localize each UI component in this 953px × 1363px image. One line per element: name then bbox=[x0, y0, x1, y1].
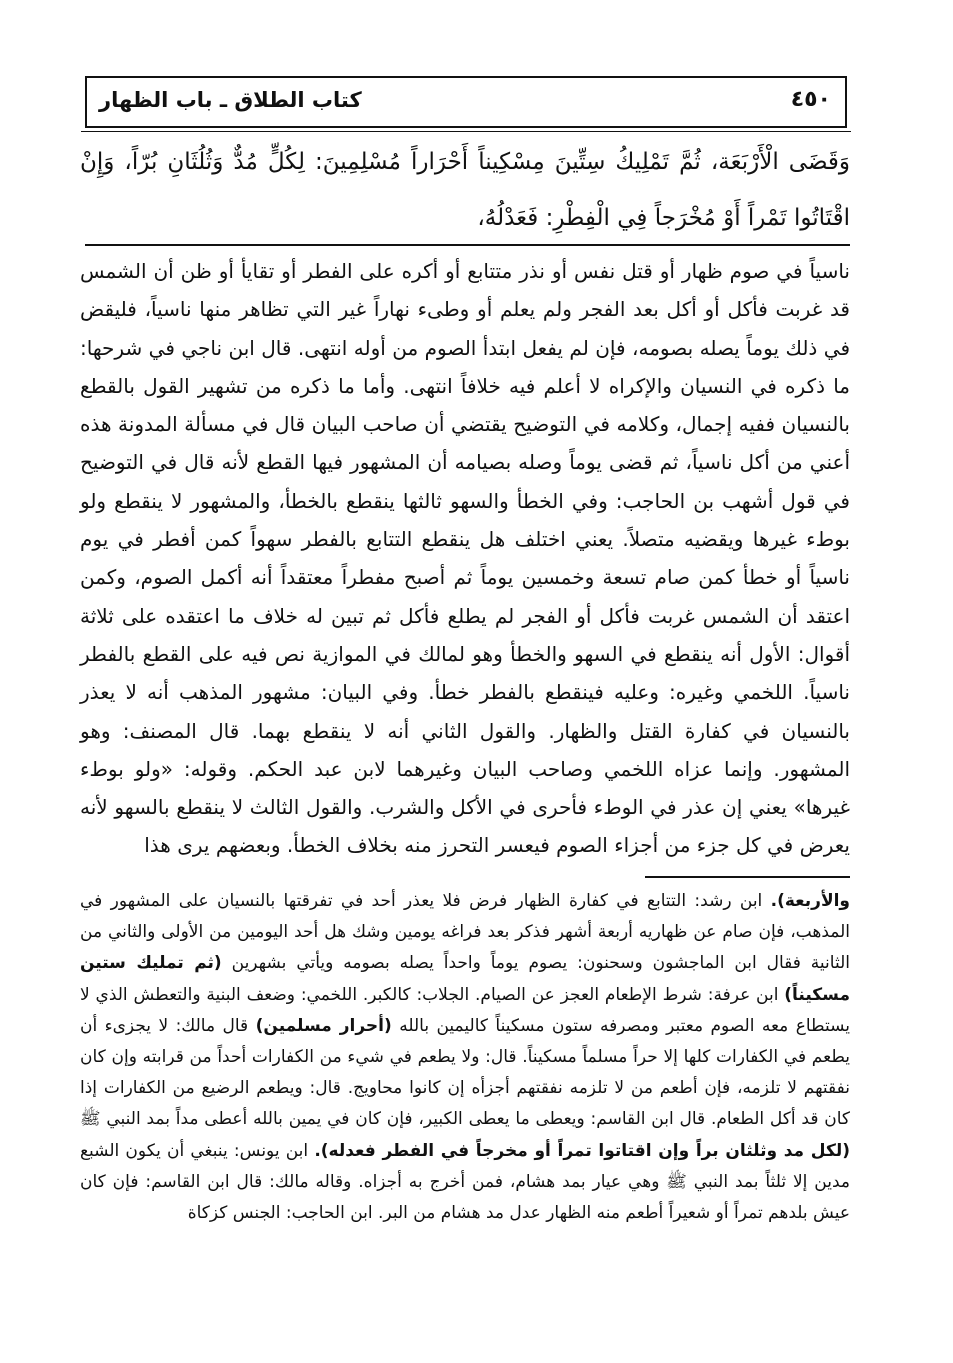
footnote-label-3: (أحرار مسلمين) bbox=[255, 1015, 392, 1036]
section-divider bbox=[85, 244, 850, 246]
commentary-paragraph: ناسياً في صوم ظهار أو قتل نفس أو نذر متتابع أو أكره على الفطر أو تقايأ أو ظن أن الشمس قد غربت فأكل أو أكل بعد الفجر ولم يعلم أو وطىء نهاراً غير التي تظاهر منها ناسياً، فليقض في ذلك يوماً يصله بصومه، فإن لم يفعل ابتدأ الصوم من أوله انتهى. قال ابن ناجي في شرحها: ما ذكره في النسيان والإكراه لا أعلم فيه خلافاً انتهى. وأما ما ذكره من تشهير القول بالقطع بالنسيان ففيه إجمال، وكلامه في التوضيح يقتضي أن صاحب البيان قال في مسألة المدونة هذه أعني من أكل ناسياً، ثم قضى يوماً وصله بصيامه أن المشهور فيها القطع لأنه قال في التوضيح في قول أشهب بن الحاجب: وفي الخطأ والسهو ثالثها ينقطع بالخطأ، والمشهور لا ينقطع ولو بوطء غيرها ويقضيه متصلاً. يعني اختلف هل ينقطع التتابع بالفطر سهواً كمن أفطر في يوم ناسياً أو خطأ كمن صام تسعة وخمسين يوماً ثم أصبح مفطراً معتقداً أنه أكمل الصوم، وكمن اعتقد أن الشمس غربت فأكل أو الفجر لم يطلع فأكل ثم تبين له خلاف ما اعتقده على ثلاثة أقوال: الأول أنه ينقطع في السهو والخطأ وهو لمالك في الموازية نص فيه على القطع بالفطر ناسياً. اللخمي وغيره: وعليه فينقطع بالفطر خطأ. وفي البيان: مشهور المذهب أنه لا يعذر بالنسيان في كفارة القتل والظهار. والقول الثاني أنه لا ينقطع بهما. قال المصنف: وهو المشهور. وإنما عزاه اللخمي وصاحب البيان وغيرهما لابن عبد الحكم. وقوله: «ولو بوطء غيرها» يعني إن عذر في الوطء فأحرى في الأكل والشرب. والقول الثالث لا ينقطع بالسهو لأنه يعرض في كل جزء من أجزاء الصوم فيعسر التحرز منه بخلاف الخطأ. وبعضهم يرى هذا bbox=[80, 259, 850, 858]
footnote-text-1: ابن رشد: التتابع في كفارة الظهار فرض فلا يعذر أحد في تفرقتها بالنسيان على المشهور في المذهب، فإن صام عن ظهاريه أربعة أشهر فذكر بعد فراغه يومين وشك هل أحد اليومين من الأولى والثاني من الثانية فقال ابن الماجشون وسحنون: يصوم يوماً واحداً يصله بصومه ويأتي بشهرين bbox=[80, 891, 850, 974]
matn-paragraph: وَقَضَى الْأَرْبَعَة، ثُمَّ تَمْلِيكُ سِتِّينَ مِسْكِيناً أَحْرَاراً مُسْلِمِينَ: لِكُلٍّ مُدٌّ وَثُلُثَانِ بُرّاً، وَإِنْ اقْتَاتُوا تَمْراً أَوْ مُخْرَجاً فِي الْفِطْرِ: فَعَدْلُهُ، bbox=[80, 149, 850, 231]
page-header bbox=[85, 76, 847, 128]
footnote-label-1: والأربعة). bbox=[770, 891, 850, 911]
chapter-title: كتاب الطلاق ـ باب الظهار bbox=[99, 88, 362, 112]
footnote-label-2: (ثم تمليك ستين مسكيناً) bbox=[80, 953, 850, 1005]
footnote-text-4: ابن يونس: ينبغي أن يكون الشبع مدين إلا ثلثاً بمد النبي ﷺ وهي عيار بمد هشام، فمن أخرج به أجزاه. وقاله مالك: قال ابن القاسم: فإن كان عيش بلدهم تمراً أو شعيراً أطعم منه الظهار عدل مد هشام من البر. ابن الحاجب: الجنس كزكاة bbox=[80, 1140, 850, 1224]
footnote-label-4: (لكل مد وثلثان براً وإن اقتاتوا تمراً أو مخرجاً في الفطر فعدله). bbox=[314, 1140, 850, 1161]
main-matn-text bbox=[80, 134, 850, 246]
commentary-text bbox=[80, 252, 850, 865]
footnote-divider bbox=[645, 876, 850, 878]
footnote-text-2: ابن عرفة: شرط الإطعام العجز عن الصيام. الجلاب: كالكبر. اللخمي: وضعف البنية والتعطش الذي لا يستطاع معه الصوم معتبر ومصرفه ستون مسكيناً كاليمين بالله bbox=[80, 984, 851, 1036]
footnote-block bbox=[80, 886, 850, 1229]
footnote-paragraph bbox=[80, 886, 850, 1229]
page-number: ٤٥٠ bbox=[790, 87, 831, 112]
footnote-text-3: قال مالك: لا يجزىء أن يطعم في الكفارات كلها إلا حراً مسلماً مسكيناً. قال: ولا يطعم في شيء من الكفارات أحداً من قرابته وإن كان نفقتهم لا تلزمه، فإن أطعم من لا تلزمه نفقتهم أجزأه إن كانوا محاويج. قال: ويطعم الرضيع من الكفارات إذا كان قد أكل الطعام. قال ابن القاسم: ويعطى ما يعطى الكبير، فإن كان في يمين بالله أعطى مداً بمد النبي ﷺ bbox=[80, 1015, 850, 1130]
